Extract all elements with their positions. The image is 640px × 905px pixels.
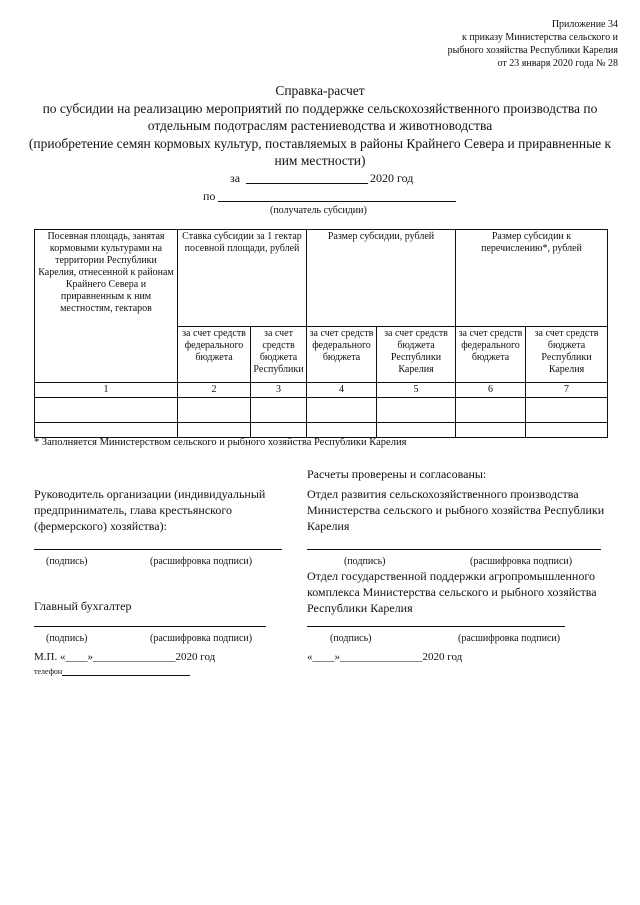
- data-cell[interactable]: [178, 423, 251, 438]
- data-cell[interactable]: [178, 398, 251, 423]
- subsidy-table: [34, 229, 608, 438]
- col-number: 2: [178, 383, 251, 398]
- right-date-line[interactable]: «____»_______________2020 год: [307, 651, 463, 663]
- header-area: Посевная площадь, занятая кормовыми культурами на территории Республики Карелия, отнесенной к районам Крайнего Севера и приравненным к ним местностям, гектаров: [35, 230, 178, 383]
- col-number: 7: [526, 383, 608, 398]
- title-line-4: (приобретение семян кормовых культур, поставляемых в районы Крайнего Севера и приравненные к: [28, 136, 612, 151]
- recipient-prefix: по: [203, 189, 216, 203]
- document-title: Справка-расчет: [275, 83, 365, 98]
- data-cell[interactable]: [307, 398, 377, 423]
- recipient-blank-line[interactable]: [218, 201, 456, 202]
- subheader-subsidy-regional: за счет средств бюджета Республики Карелия: [377, 326, 456, 382]
- dept2-signature-line[interactable]: [307, 626, 565, 627]
- annex-line-2: к приказу Министерства сельского и: [461, 32, 618, 43]
- head-decode-caption: (расшифровка подписи): [150, 556, 253, 567]
- annex-line-1: Приложение 34: [551, 19, 618, 30]
- checked-heading: Расчеты проверены и согласованы:: [307, 467, 487, 481]
- mp-date-line[interactable]: М.П. «____»_______________2020 год: [34, 651, 216, 663]
- title-line-2: по субсидии на реализацию мероприятий по поддержке сельскохозяйственного производства по: [42, 101, 598, 116]
- subheader-transfer-regional: за счет средств бюджета Республики Карелия: [526, 326, 608, 382]
- col-number: 4: [307, 383, 377, 398]
- data-cell[interactable]: [35, 398, 178, 423]
- data-cell[interactable]: [35, 423, 178, 438]
- data-cell[interactable]: [456, 423, 526, 438]
- data-cell[interactable]: [251, 398, 307, 423]
- col-number: 1: [35, 383, 178, 398]
- period-prefix: за: [230, 171, 241, 185]
- header-subsidy: Размер субсидии, рублей: [307, 230, 456, 327]
- dept2-decode-caption: (расшифровка подписи): [458, 633, 561, 644]
- head-sign-caption: (подпись): [46, 556, 88, 567]
- data-cell[interactable]: [307, 423, 377, 438]
- chief-accountant-label: Главный бухгалтер: [34, 599, 132, 613]
- subheader-rate-federal: за счет средств федерального бюджета: [178, 326, 251, 382]
- period-suffix: 2020 год: [370, 171, 414, 185]
- header-rate: Ставка субсидии за 1 гектар посевной площади, рублей: [178, 230, 307, 327]
- dept-support-label: Отдел государственной поддержки агропромышленного комплекса Министерства сельского и рыбного хозяйства Республики Карелия: [307, 569, 597, 615]
- col-number: 6: [456, 383, 526, 398]
- data-cell[interactable]: [377, 423, 456, 438]
- footnote: * Заполняется Министерством сельского и рыбного хозяйства Республики Карелия: [34, 437, 407, 448]
- data-cell[interactable]: [377, 398, 456, 423]
- subheader-transfer-federal: за счет средств федерального бюджета: [456, 326, 526, 382]
- title-line-5: ним местности): [274, 153, 366, 168]
- title-line-3: отдельным подотраслям растениеводства и животноводства: [147, 118, 493, 133]
- recipient-caption: (получатель субсидии): [270, 205, 367, 216]
- col-number: 3: [251, 383, 307, 398]
- dept1-signature-line[interactable]: [307, 549, 601, 550]
- phone-label: телефон: [34, 667, 63, 676]
- head-signature-line[interactable]: [34, 549, 282, 550]
- subheader-subsidy-federal: за счет средств федерального бюджета: [307, 326, 377, 382]
- accountant-signature-line[interactable]: [34, 626, 266, 627]
- dept1-sign-caption: (подпись): [344, 556, 386, 567]
- data-cell[interactable]: [526, 423, 608, 438]
- dept1-decode-caption: (расшифровка подписи): [470, 556, 573, 567]
- dept-development-label: Отдел развития сельскохозяйственного производства Министерства сельского и рыбного хозяйства Республики Карелия: [307, 487, 605, 533]
- header-transfer: Размер субсидии к перечислению*, рублей: [456, 230, 608, 327]
- annex-line-3: рыбного хозяйства Республики Карелия: [447, 45, 618, 56]
- dept2-sign-caption: (подпись): [330, 633, 372, 644]
- phone-line[interactable]: [62, 675, 190, 676]
- annex-block: [398, 18, 618, 70]
- period-blank-line[interactable]: [246, 183, 368, 184]
- head-of-organization-label: Руководитель организации (индивидуальный предприниматель, глава крестьянского (фермерского) хозяйства):: [34, 487, 266, 533]
- subheader-rate-regional: за счет средств бюджета Республики: [251, 326, 307, 382]
- annex-line-4: от 23 января 2020 года № 28: [497, 58, 618, 69]
- accountant-decode-caption: (расшифровка подписи): [150, 633, 253, 644]
- accountant-sign-caption: (подпись): [46, 633, 88, 644]
- col-number: 5: [377, 383, 456, 398]
- data-cell[interactable]: [526, 398, 608, 423]
- data-cell[interactable]: [251, 423, 307, 438]
- data-cell[interactable]: [456, 398, 526, 423]
